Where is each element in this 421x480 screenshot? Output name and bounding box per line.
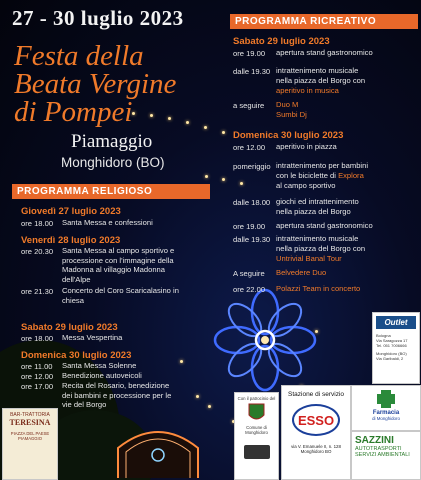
ric-desc: intrattenimento musicale — [276, 66, 359, 75]
rel-time: ore 12.00 — [21, 372, 54, 381]
ric-time: dalle 18.00 — [233, 198, 271, 207]
sponsor-comune — [234, 392, 279, 480]
sazzini-l1: SAZZINI — [355, 435, 394, 446]
ric-highlight: Untrivial Banal Tour — [276, 254, 342, 263]
sazzini-l2: AUTOTRASPORTI — [355, 446, 402, 452]
ric-time: A seguire — [233, 269, 265, 278]
pharmacy-cross-icon — [352, 386, 420, 410]
ric-sun-title: Domenica 30 luglio 2023 — [233, 130, 344, 141]
ric-desc — [276, 171, 364, 181]
ric-sat-title: Sabato 29 luglio 2023 — [233, 36, 330, 47]
ric-highlight: Sumbi Dj — [276, 110, 307, 119]
rel-desc: Santa Messa Solenne — [62, 361, 137, 370]
ric-desc: intrattenimento per bambini — [276, 161, 369, 170]
ric-time: ore 22.00 — [233, 285, 266, 294]
bar-name: TERESINA — [9, 418, 51, 427]
ric-time: ore 19.00 — [233, 49, 266, 58]
rel-time: ore 21.30 — [21, 287, 54, 296]
rel-day-3-title: Sabato 29 luglio 2023 — [21, 322, 118, 333]
flower-lights — [215, 290, 315, 390]
bar-line-4: PIAMAGGIO — [18, 436, 42, 441]
ric-desc-part: con le biciclette di — [276, 171, 339, 180]
esso-addr-1: via V. Emanuele II, n. 128 — [291, 444, 341, 449]
event-title-line-1: Festa della — [14, 40, 144, 72]
outlet-l1: Bologna — [376, 333, 391, 338]
ric-desc: al campo sportivo — [276, 181, 336, 190]
rel-desc: Recita del Rosario, benedizione dei bambini e processione per le vie del Borgo — [62, 381, 172, 409]
ric-desc: nella piazza del Borgo con — [276, 76, 366, 85]
ric-time: ore 12.00 — [233, 143, 266, 152]
event-title-line-3: di Pompei — [14, 96, 133, 128]
sponsor-outlet — [372, 312, 420, 384]
rel-time: ore 20.30 — [21, 247, 54, 256]
ric-desc: giochi ed intrattenimento — [276, 197, 359, 206]
ric-time: pomeriggio — [233, 162, 271, 171]
ric-desc: nella piazza del Borgo con — [276, 244, 366, 253]
outlet-l2: Via Saragozza 17 — [376, 338, 408, 343]
outlet-info — [373, 332, 419, 362]
esso-addr-2: Monghidoro BO — [300, 449, 332, 454]
farmacia-l1: Farmacia — [372, 410, 400, 416]
rel-time: ore 18.00 — [21, 334, 54, 343]
ric-desc: nella piazza del Borgo — [276, 207, 351, 216]
sazzini-l3: SERVIZI AMBIENTALI — [355, 452, 410, 458]
comune-l2: Comune di — [246, 425, 267, 430]
ric-desc: apertura stand gastronomico — [276, 48, 373, 57]
rel-desc: Santa Messa e confessioni — [62, 218, 153, 227]
ric-desc: intrattenimento musicale — [276, 234, 359, 243]
event-dates: 27 - 30 luglio 2023 — [12, 6, 184, 30]
religious-program-heading: PROGRAMMA RELIGIOSO — [12, 184, 210, 199]
ric-desc: aperitivo in piazza — [276, 142, 337, 151]
rel-day-1-title: Giovedì 27 luglio 2023 — [21, 206, 121, 217]
esso-brand: ESSO — [297, 412, 335, 428]
sponsor-sazzini — [351, 431, 421, 480]
sponsor-esso — [281, 385, 351, 480]
ric-highlight: Belvedere Duo — [276, 268, 327, 277]
recreational-program-heading: PROGRAMMA RICREATIVO — [230, 14, 418, 29]
ric-time: ore 19.00 — [233, 222, 266, 231]
ric-desc: apertura stand gastronomico — [276, 221, 373, 230]
rel-day-2-title: Venerdì 28 luglio 2023 — [21, 235, 121, 246]
coat-of-arms-icon — [235, 401, 278, 425]
comune-l1: Con il patrocinio del — [237, 396, 276, 401]
outlet-logo: Outlet — [376, 316, 416, 329]
farmacia-l2: di Monghidoro — [372, 416, 400, 421]
rel-time: ore 11.00 — [21, 362, 53, 371]
ric-highlight: Explora — [338, 171, 364, 180]
rel-time: ore 17.00 — [21, 382, 54, 391]
rel-desc: Messa Vespertina — [62, 333, 123, 342]
esso-heading: Stazione di servizio — [288, 391, 344, 398]
ric-highlight: Duo M — [276, 100, 299, 109]
rel-time: ore 18.00 — [21, 219, 54, 228]
esso-logo — [292, 404, 340, 436]
bar-line-1: BAR-TRATTORIA — [10, 412, 50, 418]
rel-desc: Benedizione autoveicoli — [62, 371, 142, 380]
rel-desc: Santa Messa al campo sportivo e processione con l'immagine della Madonna al villaggio Madonna dell'Alpe — [62, 246, 175, 284]
outlet-l3: Tel. 051 7006666 — [376, 343, 407, 348]
sponsor-farmacia — [351, 385, 421, 431]
comune-l3: Monghidoro — [245, 430, 268, 435]
event-subplace: Monghidoro (BO) — [61, 155, 165, 170]
rel-desc: Concerto del Coro Scaricalasino in chiesa — [62, 286, 179, 305]
event-place: Piamaggio — [71, 131, 153, 152]
rel-day-4-title: Domenica 30 luglio 2023 — [21, 350, 132, 361]
ric-highlight: aperitivo in musica — [276, 86, 339, 95]
ric-time: dalle 19.30 — [233, 67, 271, 76]
sponsor-bar-teresina — [2, 408, 58, 480]
bar-line-3: PIAZZA DEL PAESE — [10, 431, 50, 436]
ric-time: a seguire — [233, 101, 265, 110]
outlet-l4: Monghidoro (BO) — [376, 351, 407, 356]
outlet-l5: Via Garibaldi, 2 — [376, 356, 404, 361]
sponsor-small-logo — [244, 445, 270, 459]
event-title-line-2: Beata Vergine — [14, 68, 177, 100]
ric-time: dalle 19.30 — [233, 235, 271, 244]
ric-highlight: Polazzi Team in concerto — [276, 284, 361, 293]
